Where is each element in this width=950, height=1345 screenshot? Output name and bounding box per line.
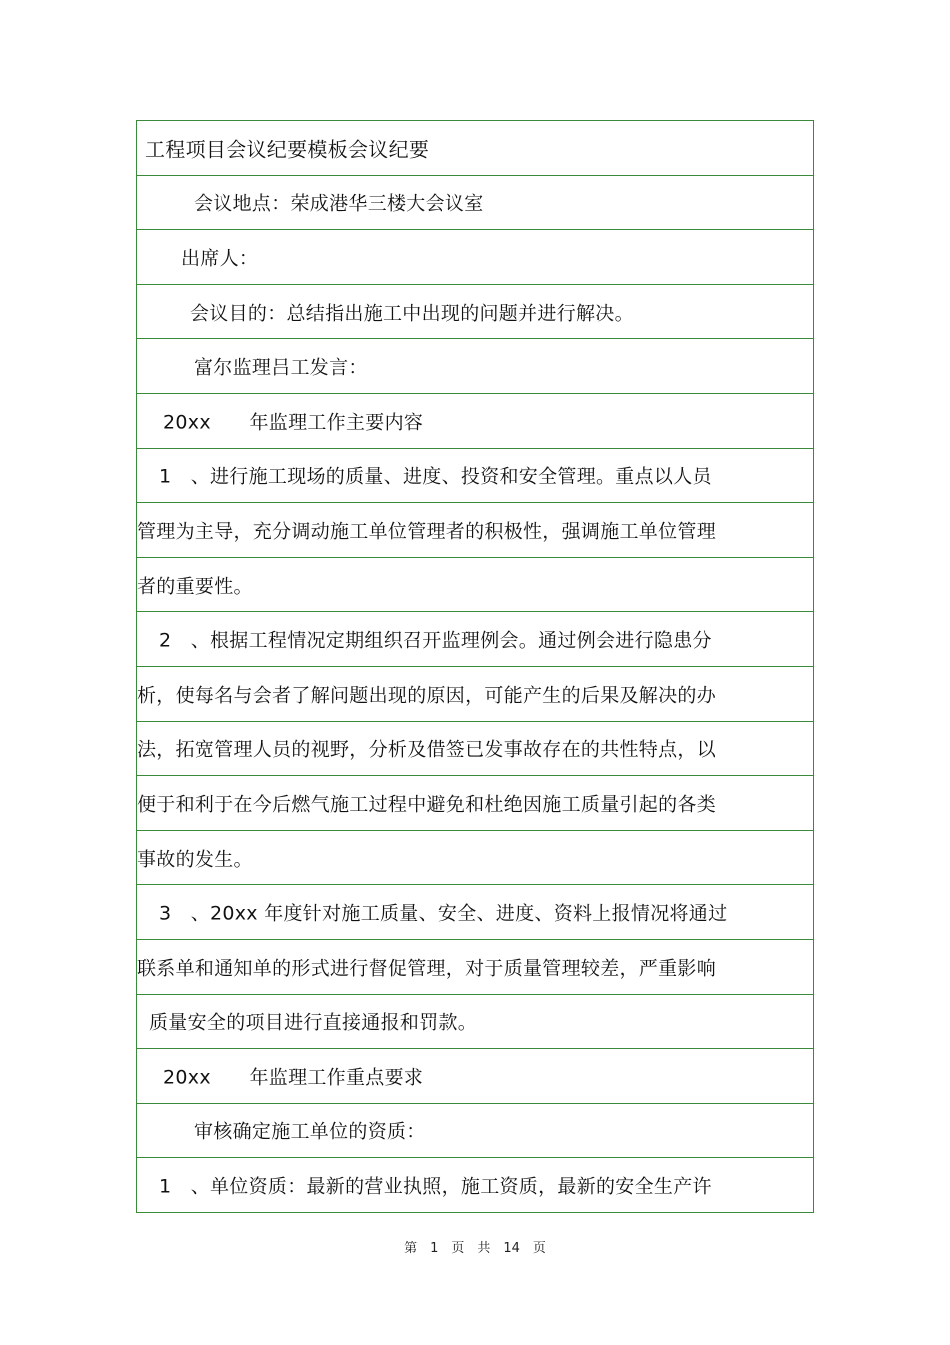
table-row: [137, 612, 813, 667]
paragraph-line: 联系单和通知单的形式进行督促管理，对于质量管理较差，严重影响: [137, 957, 717, 980]
table-row: [137, 503, 813, 558]
paragraph-line: 者的重要性。: [137, 575, 253, 598]
meeting-location: 会议地点：荣成港华三楼大会议室: [194, 192, 484, 215]
table-row: [137, 558, 813, 613]
paragraph-line: 1 、单位资质：最新的营业执照，施工资质，最新的安全生产许: [159, 1175, 712, 1198]
speaker-label: 富尔监理吕工发言：: [194, 356, 368, 379]
paragraph-line: 2 、根据工程情况定期组织召开监理例会。通过例会进行隐患分: [159, 629, 712, 652]
table-row: [137, 176, 813, 231]
paragraph-line: 1 、进行施工现场的质量、进度、投资和安全管理。重点以人员: [159, 465, 712, 488]
table-row: [137, 394, 813, 449]
paragraph-line: 质量安全的项目进行直接通报和罚款。: [149, 1011, 478, 1034]
table-row: [137, 230, 813, 285]
paragraph-line: 3 、20xx 年度针对施工质量、安全、进度、资料上报情况将通过: [159, 902, 728, 925]
page-number: 第 1 页 共 14 页: [404, 1241, 546, 1256]
table-row: [137, 885, 813, 940]
table-row: [137, 776, 813, 831]
table-row: [137, 831, 813, 886]
paragraph-line: 法，拓宽管理人员的视野，分析及借签已发事故存在的共性特点，以: [137, 738, 717, 761]
table-row: [137, 1158, 813, 1213]
table-row: [137, 1049, 813, 1104]
table-row: [137, 121, 813, 176]
table-row: [137, 285, 813, 340]
table-row: [137, 1104, 813, 1159]
paragraph-line: 事故的发生。: [137, 848, 253, 871]
paragraph-line: 析，使每名与会者了解问题出现的原因，可能产生的后果及解决的办: [137, 684, 717, 707]
table-row: [137, 722, 813, 777]
attendees-label: 出席人：: [181, 247, 259, 270]
meeting-purpose: 会议目的：总结指出施工中出现的问题并进行解决。: [190, 302, 634, 325]
document-title: 工程项目会议纪要模板会议纪要: [145, 137, 430, 162]
subsection-label: 审核确定施工单位的资质：: [194, 1120, 426, 1143]
section-heading: 20xx 年监理工作重点要求: [163, 1066, 424, 1089]
paragraph-line: 管理为主导，充分调动施工单位管理者的积极性，强调施工单位管理: [137, 520, 717, 543]
table-row: [137, 339, 813, 394]
table-row: [137, 940, 813, 995]
paragraph-line: 便于和利于在今后燃气施工过程中避免和杜绝因施工质量引起的各类: [137, 793, 717, 816]
section-heading: 20xx 年监理工作主要内容: [163, 411, 424, 434]
table-row: [137, 667, 813, 722]
table-row: [137, 995, 813, 1050]
table-row: [137, 449, 813, 504]
minutes-table: [136, 120, 814, 1213]
